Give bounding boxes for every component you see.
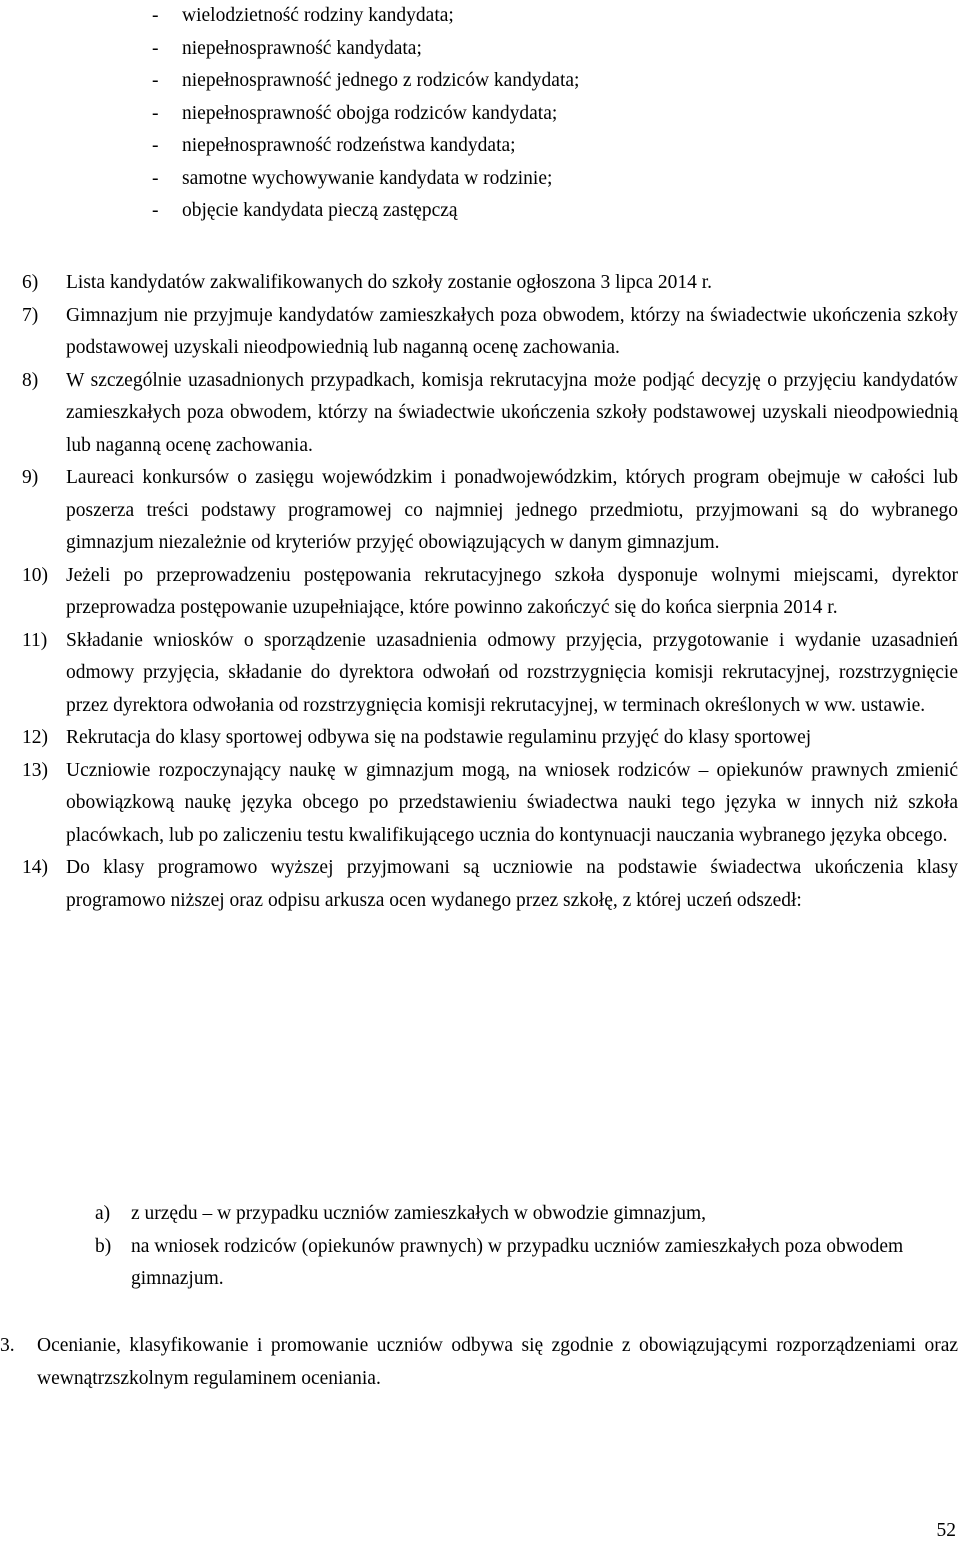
numbered-item-11 — [22, 625, 958, 723]
numbered-item-13 — [22, 755, 958, 853]
point-number: 3. — [0, 1335, 15, 1356]
item-text: Jeżeli po przeprowadzeniu postępowania rekrutacyjnego szkoła dysponuje wolnymi miejscami, dyrektor przeprowadza postępowanie uzupełniające, które powinno zakończyć się do końca sierpnia 2014 r. — [66, 564, 958, 618]
numbered-item-14 — [22, 852, 958, 917]
dash-item-text: wielodzietność rodziny kandydata; — [182, 5, 454, 26]
dash-item-text: niepełnosprawność kandydata; — [182, 37, 422, 59]
dash-list-item — [152, 195, 912, 228]
item-number: 14) — [22, 857, 48, 878]
numbered-rules-list — [22, 267, 958, 917]
numbered-item-7 — [22, 300, 958, 365]
dash-mark: - — [152, 37, 159, 59]
item-text: W szczególnie uzasadnionych przypadkach, komisja rekrutacyjna może podjąć decyzję o przyjęciu kandydatów zamieszkałych poza obwodem, którzy na świadectwie ukończenia szkoły podstawowej uzyskali nieodpowiednią lub naganną ocenę zachowania. — [66, 369, 958, 456]
item-text: Gimnazjum nie przyjmuje kandydatów zamieszkałych poza obwodem, którzy na świadectwie ukończenia szkoły podstawowej uzyskali nieodpowiednią lub naganną ocenę zachowania. — [66, 304, 958, 358]
sub-item-letter: b) — [95, 1235, 112, 1257]
item-text: Lista kandydatów zakwalifikowanych do szkoły zostanie ogłoszona 3 lipca 2014 r. — [66, 272, 713, 293]
page-number: 52 — [936, 1520, 956, 1541]
dash-list-item — [152, 98, 912, 131]
numbered-item-6 — [22, 267, 958, 300]
dash-item-text: niepełnosprawność obojga rodziców kandydata; — [182, 102, 558, 124]
item-number: 7) — [22, 304, 39, 326]
dash-mark: - — [152, 167, 159, 189]
dash-item-text: samotne wychowywanie kandydata w rodzinie; — [182, 167, 553, 189]
item-number: 11) — [22, 629, 48, 651]
lettered-sub-list — [95, 1198, 958, 1296]
item-text: Rekrutacja do klasy sportowej odbywa się na podstawie regulaminu przyjęć do klasy sportowej — [66, 727, 812, 748]
item-text: Składanie wniosków o sporządzenie uzasadnienia odmowy przyjęcia, przygotowanie i wydanie uzasadnień odmowy przyjęcia, składanie do dyrektora odwołań od rozstrzygnięcia komisji rekrutacyjnej, rozstrzygnięcie przez dyrektora odwołania od rozstrzygnięcia komisji rekrutacyjnej, w terminach określonych w ww. ustawie. — [66, 629, 958, 716]
point-text: Ocenianie, klasyfikowanie i promowanie uczniów odbywa się zgodnie z obowiązującymi rozporządzeniami oraz wewnątrzszkolnym regulaminem oceniania. — [37, 1335, 958, 1389]
dash-mark: - — [152, 102, 159, 124]
dash-list-item — [152, 65, 912, 98]
numbered-item-10 — [22, 560, 958, 625]
section-point-3 — [0, 1330, 958, 1395]
dash-list-item — [152, 130, 912, 163]
dash-item-text: niepełnosprawność jednego z rodziców kandydata; — [182, 70, 580, 91]
item-number: 12) — [22, 727, 48, 748]
item-text: Laureaci konkursów o zasięgu wojewódzkim i ponadwojewódzkim, których program obejmuje w całości lub poszerza treści podstawy programowej co najmniej jednego przedmiotu, przyjmowani są do wybranego gimnazjum niezależnie od kryteriów przyjęć obowiązujących w danym gimnazjum. — [66, 467, 958, 553]
dash-list-item — [152, 0, 912, 33]
sub-item-a — [95, 1198, 958, 1231]
dash-mark: - — [152, 200, 159, 221]
item-text: Uczniowie rozpoczynający naukę w gimnazjum mogą, na wniosek rodziców – opiekunów prawnych zmienić obowiązkową naukę języka obcego po przedstawieniu świadectwa nauki tego języka w innych niż szkoła placówkach, lub po zaliczeniu testu kwalifikującego ucznia do kontynuacji nauczania wybranego języka obcego. — [66, 759, 958, 846]
sub-item-text: z urzędu – w przypadku uczniów zamieszkałych w obwodzie gimnazjum, — [131, 1203, 707, 1224]
sub-item-b — [95, 1231, 958, 1296]
dash-list-item — [152, 33, 912, 66]
dash-mark: - — [152, 70, 159, 91]
item-number: 8) — [22, 369, 39, 391]
criteria-dash-list — [152, 0, 912, 228]
dash-item-text: niepełnosprawność rodzeństwa kandydata; — [182, 135, 516, 156]
dash-mark: - — [152, 5, 159, 26]
dash-item-text: objęcie kandydata pieczą zastępczą — [182, 200, 458, 221]
item-number: 10) — [22, 564, 48, 586]
item-number: 13) — [22, 759, 48, 781]
numbered-item-9 — [22, 462, 958, 560]
dash-list-item — [152, 163, 912, 196]
item-number: 9) — [22, 467, 39, 488]
sub-item-text: na wniosek rodziców (opiekunów prawnych) w przypadku uczniów zamieszkałych poza obwodem gimnazjum. — [131, 1235, 904, 1289]
numbered-item-12 — [22, 722, 958, 755]
item-text: Do klasy programowo wyższej przyjmowani są uczniowie na podstawie świadectwa ukończenia klasy programowo niższej oraz odpisu arkusza ocen wydanego przez szkołę, z której uczeń odszedł: — [66, 857, 958, 911]
item-number: 6) — [22, 272, 39, 293]
numbered-item-8 — [22, 365, 958, 463]
sub-item-letter: a) — [95, 1203, 111, 1224]
dash-mark: - — [152, 135, 159, 156]
